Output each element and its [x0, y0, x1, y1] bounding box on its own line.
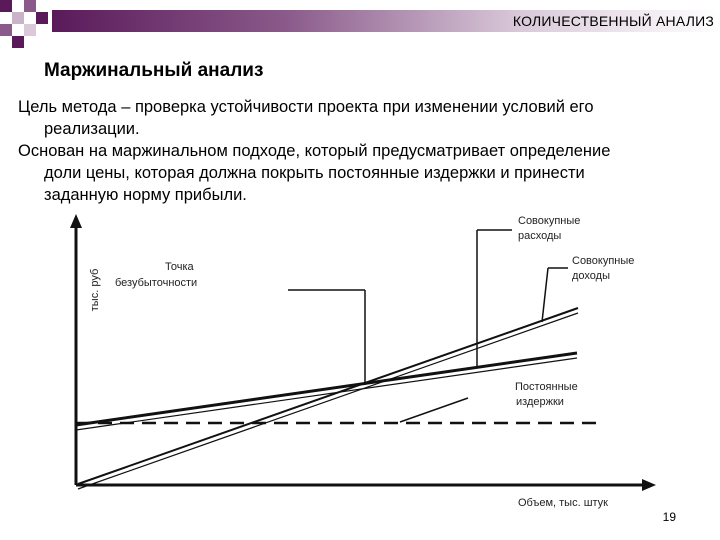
paragraph-goal: Цель метода – проверка устойчивости проекта при изменении условий его реализации.: [18, 98, 594, 138]
y-axis-label: тыс. руб: [89, 268, 101, 312]
decorative-checker-icon: [0, 0, 60, 48]
fixed-costs-label-line1: Постоянные: [515, 381, 578, 393]
page-number: 19: [662, 510, 676, 524]
slide-title: Маржинальный анализ: [44, 60, 264, 81]
total-costs-label-line1: Совокупные: [518, 215, 581, 227]
fixed-costs-leader: [400, 398, 468, 422]
total-revenue-label-line1: Совокупные: [572, 255, 635, 267]
x-axis-label: Объем, тыс. штук: [517, 497, 608, 509]
break-even-label-line1: Точка: [165, 261, 194, 273]
total-costs-label-line2: расходы: [518, 230, 562, 242]
section-label: КОЛИЧЕСТВЕННЫЙ АНАЛИЗ: [512, 13, 714, 29]
break-even-label-line2: безубыточности: [115, 277, 198, 289]
x-axis-arrow-icon: [642, 479, 656, 491]
total-revenue-label-line2: доходы: [572, 270, 610, 282]
paragraph-basis: Основан на маржинальном подходе, который предусматривает определение доли цены, которая должна покрыть постоянные издержки и принести заданную норму прибыли.: [18, 142, 611, 204]
total-revenue-line: [78, 308, 578, 484]
y-axis-arrow-icon: [70, 214, 82, 228]
total-costs-line: [76, 353, 577, 425]
fixed-costs-label-line2: издержки: [516, 396, 564, 408]
break-even-chart: [60, 210, 660, 530]
